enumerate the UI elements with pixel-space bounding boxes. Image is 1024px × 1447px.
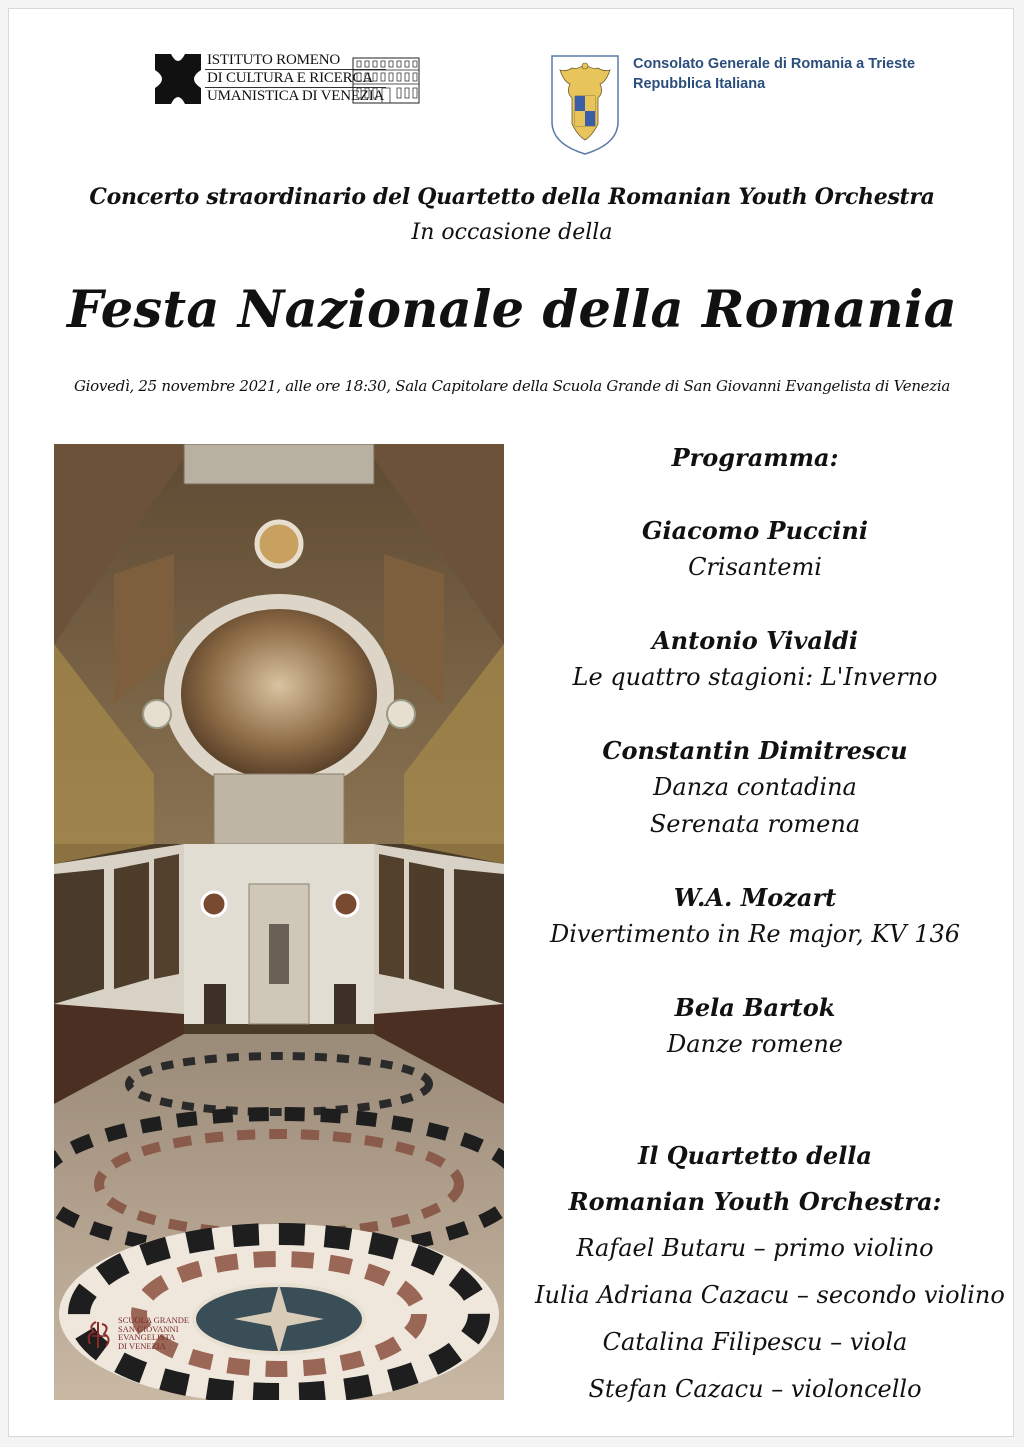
composer-name: Bela Bartok xyxy=(674,993,836,1022)
scuola-grande-emblem-icon xyxy=(84,1314,114,1354)
scuola-line-2: SAN GIOVANNI xyxy=(118,1323,179,1334)
quartet-member: Catalina Filipescu – viola xyxy=(602,1328,908,1356)
work-title: Serenata romena xyxy=(649,810,861,838)
work-title: Danza contadina xyxy=(653,773,857,801)
consulate-logo xyxy=(550,52,970,158)
quartet-member: Iulia Adriana Cazacu – secondo violino xyxy=(535,1281,1005,1309)
occasion-line: In occasione della xyxy=(411,220,613,245)
consulate-line-2: Repubblica Italiana xyxy=(633,76,766,92)
institute-logo xyxy=(155,52,425,108)
quartet-title-line-1: Il Quartetto della xyxy=(638,1141,872,1170)
scuola-grande-logo xyxy=(84,1314,244,1354)
program-item xyxy=(535,732,975,843)
institute-line-2: DI CULTURA E RICERCA xyxy=(205,70,386,88)
quartet-section xyxy=(535,1133,1005,1413)
composer-name: Antonio Vivaldi xyxy=(652,626,858,655)
program-item xyxy=(535,622,975,696)
romania-coat-of-arms-icon xyxy=(550,52,620,156)
consulate-name xyxy=(633,54,915,94)
quartet-member: Stefan Cazacu – violoncello xyxy=(588,1375,922,1403)
event-info: Giovedì, 25 novembre 2021, alle ore 18:30, Sala Capitolare della Scuola Grande di San Giovanni Evangelista di Venezia xyxy=(73,377,950,395)
concert-subtitle: Concerto straordinario del Quartetto della Romanian Youth Orchestra xyxy=(89,184,935,210)
scuola-line-1: SCUOLA GRANDE xyxy=(118,1315,190,1325)
scuola-line-3: EVANGELISTA xyxy=(118,1332,176,1342)
work-title: Danze romene xyxy=(666,1030,844,1058)
consulate-line-1: Consolato Generale di Romania a Trieste xyxy=(633,56,916,72)
program-item xyxy=(535,879,975,953)
composer-name: Constantin Dimitrescu xyxy=(602,736,908,765)
program-item xyxy=(535,512,975,586)
work-title: Crisantemi xyxy=(688,553,822,581)
work-title: Le quattro stagioni: L'Inverno xyxy=(572,663,938,691)
program-item xyxy=(535,989,975,1063)
scuola-grande-name xyxy=(118,1316,189,1350)
hall-photo xyxy=(54,444,504,1400)
hall-illustration xyxy=(54,444,504,1400)
institute-cross-icon xyxy=(155,54,201,104)
composer-name: Giacomo Puccini xyxy=(642,516,868,545)
institute-line-3: UMANISTICA DI VENEZIA xyxy=(207,88,385,104)
institute-line-1: ISTITUTO ROMENO xyxy=(205,52,386,70)
palazzo-building-icon xyxy=(352,54,420,104)
page-title: Festa Nazionale della Romania xyxy=(67,280,957,340)
composer-name: W.A. Mozart xyxy=(673,883,837,912)
scuola-line-4: DI VENEZIA xyxy=(118,1340,166,1351)
program-column xyxy=(535,440,1005,1413)
quartet-member: Rafael Butaru – primo violino xyxy=(576,1234,934,1262)
quartet-title-line-2: Romanian Youth Orchestra: xyxy=(568,1187,942,1216)
program-heading: Programma: xyxy=(671,443,839,472)
work-title: Divertimento in Re major, KV 136 xyxy=(549,920,961,948)
